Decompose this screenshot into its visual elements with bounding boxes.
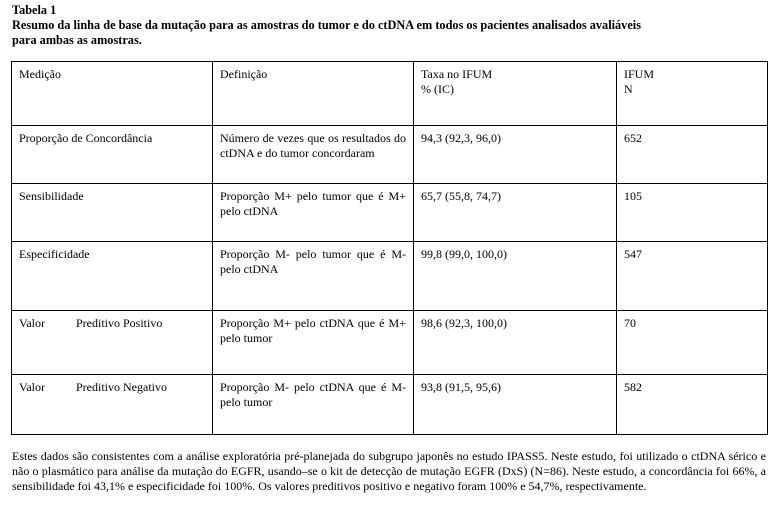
rate-text: 93,8 (91,5, 95,6): [421, 380, 501, 394]
cell-measure: [12, 242, 213, 311]
cell-n: [617, 242, 768, 311]
cell-definition: [213, 375, 414, 435]
definition-text: Número de vezes que os resultados do ctDNA e do tumor concordaram: [220, 131, 406, 160]
rate-text: 99,8 (99,0, 100,0): [421, 247, 507, 261]
rate-text: 65,7 (55,8, 74,7): [421, 189, 501, 203]
header-cell-rate: [414, 62, 617, 126]
n-text: 70: [624, 316, 636, 330]
cell-rate: [414, 126, 617, 184]
cell-measure: [12, 126, 213, 184]
n-text: 547: [624, 247, 642, 261]
cell-measure: [12, 184, 213, 242]
header-rate-line-1: Taxa no IFUM: [421, 67, 493, 81]
definition-text: Proporção M+ pelo tumor que é M+ pelo ctDNA: [220, 189, 406, 218]
table-label: Tabela 1: [12, 3, 57, 17]
cell-n: [617, 375, 768, 435]
table-row: [12, 242, 768, 311]
measure-word-b: Preditivo Negativo: [76, 380, 167, 394]
table-header-row: [12, 62, 768, 126]
table-caption: [12, 3, 772, 48]
measure-word-a: Valor: [19, 316, 45, 330]
table-row: [12, 184, 768, 242]
header-cell-measure: [12, 62, 213, 126]
header-cell-definition: [213, 62, 414, 126]
cell-rate: [414, 311, 617, 375]
n-text: 582: [624, 380, 642, 394]
header-rate-line-2: % (IC): [421, 82, 454, 96]
n-text: 105: [624, 189, 642, 203]
cell-n: [617, 126, 768, 184]
definition-text: Proporção M- pelo ctDNA que é M- pelo tumor: [220, 380, 406, 409]
header-definition: Definição: [220, 67, 268, 81]
cell-definition: [213, 184, 414, 242]
cell-n: [617, 311, 768, 375]
table-row: [12, 126, 768, 184]
measure-word-a: Valor: [19, 380, 45, 394]
measure-text: [19, 380, 205, 395]
cell-definition: [213, 311, 414, 375]
header-n-line-2: N: [624, 82, 633, 96]
measure-text: [19, 316, 205, 331]
footnote-paragraph: Estes dados são consistentes com a análise exploratória pré-planejada do subgrupo japonês no estudo IPASS5. Neste estudo, foi utilizado o ctDNA sérico e não o plasmático para análise da mutação do EGFR, usando–se o kit de detecção de mutação EGFR (DxS) (N=86). Neste estudo, a concordância foi 66%, a sensibilidade foi 43,1% e especificidade foi 100%. Os valores preditivos positivo e negativo foram 100% e 54,7%, respectivamente.: [12, 449, 766, 493]
cell-n: [617, 184, 768, 242]
mutation-summary-table: [11, 61, 768, 435]
cell-rate: [414, 375, 617, 435]
rate-text: 98,6 (92,3, 100,0): [421, 316, 507, 330]
rate-text: 94,3 (92,3, 96,0): [421, 131, 501, 145]
cell-measure: [12, 375, 213, 435]
table-title-line-2: para ambas as amostras.: [12, 33, 142, 47]
cell-measure: [12, 311, 213, 375]
cell-rate: [414, 184, 617, 242]
definition-text: Proporção M- pelo tumor que é M- pelo ctDNA: [220, 247, 406, 276]
table-row: [12, 311, 768, 375]
header-measure: Medição: [19, 67, 61, 81]
definition-text: Proporção M+ pelo ctDNA que é M+ pelo tumor: [220, 316, 406, 345]
cell-rate: [414, 242, 617, 311]
measure-word-b: Preditivo Positivo: [76, 316, 163, 330]
n-text: 652: [624, 131, 642, 145]
measure-text: Especificidade: [19, 247, 90, 261]
measure-text: Sensibilidade: [19, 189, 84, 203]
cell-definition: [213, 126, 414, 184]
table-title-line-1: Resumo da linha de base da mutação para as amostras do tumor e do ctDNA em todos os pacientes analisados avaliáveis: [12, 18, 641, 32]
header-cell-n: [617, 62, 768, 126]
header-n-line-1: IFUM: [624, 67, 655, 81]
measure-text: Proporção de Concordância: [19, 131, 153, 145]
table-row: [12, 375, 768, 435]
cell-definition: [213, 242, 414, 311]
